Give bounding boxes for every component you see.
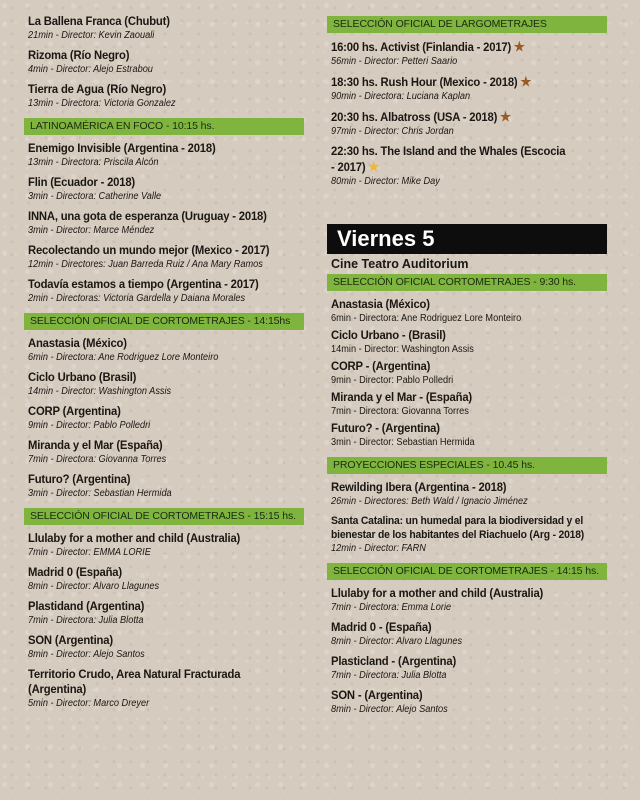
film-meta: 97min - Director: Chris Jordan [331, 126, 454, 137]
list-item [331, 688, 611, 716]
film-title: Territorio Crudo, Area Natural Fracturada (Argentina) [28, 667, 241, 696]
list-item [28, 404, 308, 432]
list-item [28, 209, 308, 237]
film-title-text: 18:30 hs. Rush Hour (Mexico - 2018) [331, 75, 518, 89]
list-item [331, 654, 611, 682]
day-heading: Viernes 5 [327, 224, 607, 254]
section-header: SELECCIÓN OFICIAL DE CORTOMETRAJES - 14:15 hs. [327, 563, 607, 580]
film-meta: 13min - Directora: Victoria Gonzalez [28, 98, 176, 109]
list-item [28, 14, 308, 42]
list-item [331, 514, 611, 555]
list-item [28, 472, 308, 500]
film-meta: 56min - Director: Petteri Saario [331, 56, 458, 67]
film-meta: 7min - Directora: Julia Blotta [28, 615, 144, 626]
film-meta: 13min - Directora: Priscila Alcón [28, 157, 159, 168]
section-header: SELECCIÓN OFICIAL DE CORTOMETRAJES - 15:15 hs. [24, 508, 304, 525]
list-item [28, 565, 308, 593]
film-title: SON - (Argentina) [331, 688, 423, 702]
right-column [331, 10, 611, 722]
film-title: Llulaby for a mother and child (Australia) [28, 531, 241, 545]
film-title [331, 74, 594, 90]
film-meta: 3min - Director: Sebastian Hermida [331, 437, 475, 448]
film-title: Madrid 0 (España) [28, 565, 122, 579]
film-meta: 9min - Director: Pablo Polledri [331, 375, 454, 386]
film-title [331, 39, 594, 55]
film-title: CORP - (Argentina) [331, 359, 431, 373]
film-title: Futuro? (Argentina) [28, 472, 131, 486]
film-title: Miranda y el Mar (España) [28, 438, 163, 452]
left-column [28, 14, 308, 716]
list-item [331, 109, 611, 138]
film-title: Enemigo Invisible (Argentina - 2018) [28, 141, 216, 155]
film-meta: 21min - Director: Kevin Zaouali [28, 30, 155, 41]
film-meta: 7min - Directora: Giovanna Torres [331, 406, 469, 417]
star-icon: ★ [499, 109, 511, 124]
list-item [28, 633, 308, 661]
film-meta: 8min - Director: Alejo Santos [28, 649, 145, 660]
list-item [331, 74, 611, 103]
film-meta: 26min - Directores: Beth Wald / Ignacio Jiménez [331, 496, 528, 507]
film-meta: 14min - Director: Washington Assis [28, 386, 172, 397]
film-meta: 3min - Director: Sebastian Hermida [28, 488, 172, 499]
film-meta: 7min - Directora: Emma Lorie [331, 602, 452, 613]
film-title: Rizoma (Río Negro) [28, 48, 130, 62]
list-item [331, 144, 611, 188]
film-meta: 7min - Directora: Giovanna Torres [28, 454, 167, 465]
list-item [331, 620, 611, 648]
star-icon: ★ [513, 39, 525, 54]
film-meta: 12min - Director: FARN [331, 543, 426, 554]
film-title: Anastasia (México) [331, 297, 430, 311]
list-item [28, 336, 308, 364]
list-item [28, 277, 308, 305]
film-meta: 8min - Director: Alvaro Llagunes [331, 636, 463, 647]
film-meta: 90min - Directora: Luciana Kaplan [331, 91, 471, 102]
list-item [331, 390, 611, 418]
list-item [331, 359, 611, 387]
venue-name: Cine Teatro Auditorium [331, 257, 469, 271]
list-item [28, 667, 308, 710]
film-meta: 8min - Director: Alejo Santos [331, 704, 448, 715]
list-item [331, 421, 611, 449]
list-item [331, 328, 611, 356]
film-title: Recolectando un mundo mejor (Mexico - 2017) [28, 243, 270, 257]
film-meta: 80min - Director: Mike Day [331, 176, 440, 187]
list-item [331, 480, 611, 508]
film-meta: 9min - Director: Pablo Polledri [28, 420, 151, 431]
list-item [331, 297, 611, 325]
list-item [331, 39, 611, 68]
film-title: Tierra de Agua (Río Negro) [28, 82, 167, 96]
film-title: Ciclo Urbano (Brasil) [28, 370, 137, 384]
film-meta: 4min - Director: Alejo Estrabou [28, 64, 153, 75]
star-icon: ★ [520, 74, 532, 89]
film-title: SON (Argentina) [28, 633, 113, 647]
film-title: Plastidand (Argentina) [28, 599, 145, 613]
film-meta: 7min - Directora: Julia Blotta [331, 670, 447, 681]
film-title: INNA, una gota de esperanza (Uruguay - 2018) [28, 209, 267, 223]
film-meta: 5min - Director: Marco Dreyer [28, 698, 150, 709]
film-title: Rewilding Ibera (Argentina - 2018) [331, 480, 507, 494]
section-header: SELECCIÓN OFICIAL DE CORTOMETRAJES - 14:15hs [24, 313, 304, 330]
film-meta: 14min - Director: Washington Assis [331, 344, 474, 355]
list-item [28, 175, 308, 203]
film-title: Todavía estamos a tiempo (Argentina - 2017) [28, 277, 259, 291]
list-item [28, 438, 308, 466]
film-title [331, 144, 571, 175]
film-title: Miranda y el Mar - (España) [331, 390, 472, 404]
section-header: SELECCIÓN OFICIAL DE LARGOMETRAJES [327, 16, 607, 33]
list-item [28, 243, 308, 271]
film-title-text: 22:30 hs. The Island and the Whales (Escocia - 2017) [331, 144, 566, 174]
section-header: PROYECCIONES ESPECIALES - 10.45 hs. [327, 457, 607, 474]
film-title: Madrid 0 - (España) [331, 620, 432, 634]
list-item [28, 370, 308, 398]
list-item [28, 531, 308, 559]
film-title: Llulaby for a mother and child (Australia) [331, 586, 544, 600]
film-title: Santa Catalina: un humedal para la biodiversidad y el bienestar de los habitantes del Riachuelo (Arg - 2018) [331, 515, 585, 541]
film-title: Ciclo Urbano - (Brasil) [331, 328, 446, 342]
section-header: LATINOAMÉRICA EN FOCO - 10:15 hs. [24, 118, 304, 135]
film-title: Futuro? - (Argentina) [331, 421, 440, 435]
film-meta: 3min - Director: Marce Méndez [28, 225, 155, 236]
list-item [331, 586, 611, 614]
film-meta: 12min - Directores: Juan Barreda Ruiz / Ana Mary Ramos [28, 259, 263, 270]
film-title: CORP (Argentina) [28, 404, 121, 418]
film-meta: 2min - Directoras: Victoria Gardella y Daiana Morales [28, 293, 246, 304]
list-item [28, 82, 308, 110]
film-title-text: 16:00 hs. Activist (Finlandia - 2017) [331, 40, 512, 54]
film-title-text: 20:30 hs. Albatross (USA - 2018) [331, 110, 498, 124]
film-title: Plasticland - (Argentina) [331, 654, 457, 668]
film-title [331, 109, 594, 125]
film-title: La Ballena Franca (Chubut) [28, 14, 170, 28]
film-meta: 6min - Directora: Ane Rodriguez Lore Monteiro [331, 313, 522, 324]
list-item [28, 599, 308, 627]
film-meta: 8min - Director: Alvaro Llagunes [28, 581, 160, 592]
film-meta: 7min - Director: EMMA LORIE [28, 547, 151, 558]
list-item [28, 141, 308, 169]
film-meta: 6min - Directora: Ane Rodriguez Lore Monteiro [28, 352, 219, 363]
film-title: Anastasia (México) [28, 336, 127, 350]
section-header: SELECCIÓN OFICIAL CORTOMETRAJES - 9:30 hs. [327, 274, 607, 291]
list-item [28, 48, 308, 76]
star-icon: ★ [368, 159, 380, 174]
film-title: Flin (Ecuador - 2018) [28, 175, 135, 189]
film-meta: 3min - Directora: Catherine Valle [28, 191, 162, 202]
